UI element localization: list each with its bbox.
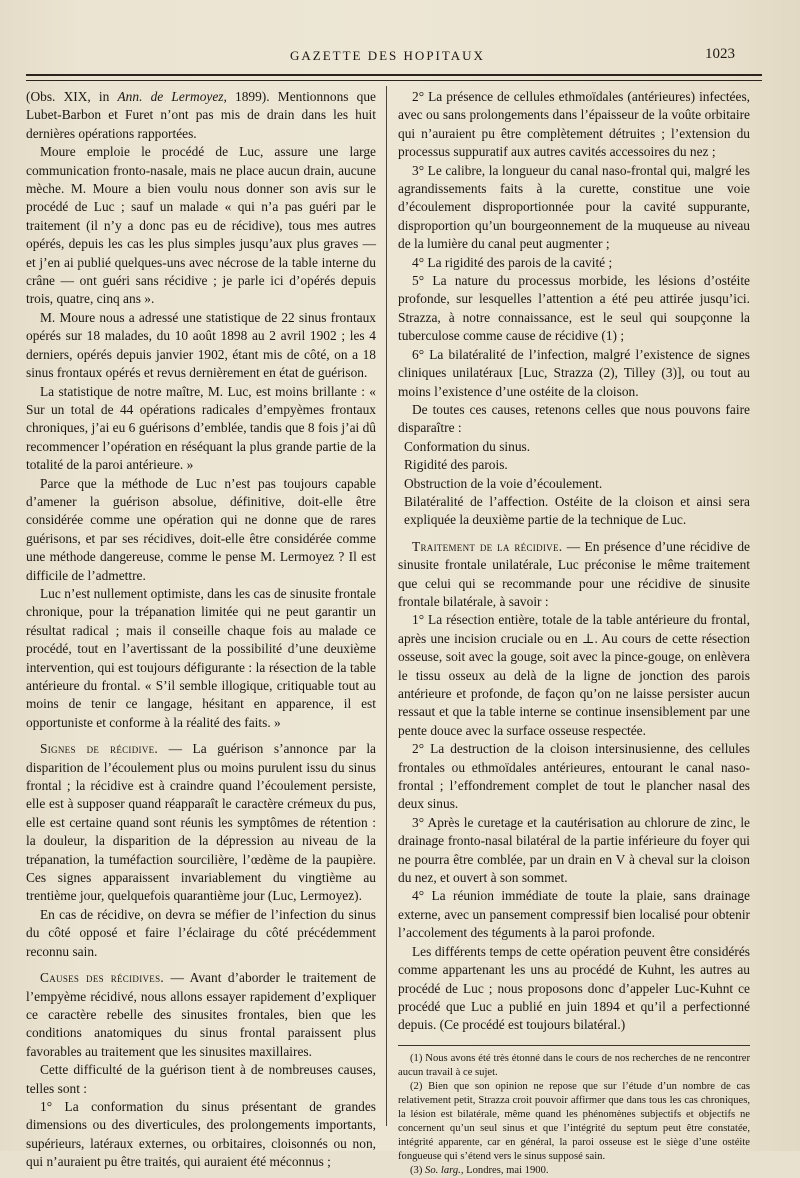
- paragraph: De toutes ces causes, retenons celles que nous pouvons faire disparaître :: [398, 401, 750, 436]
- paragraph: Cette difficulté de la guérison tient à de nombreuses causes, telles sont :: [26, 1062, 376, 1096]
- section-heading: Signes de récidive.: [40, 741, 159, 757]
- right-column: [398, 88, 750, 1178]
- section-causes-des-recidives: Causes des récidives. — Avant d’aborder le traitement de l’empyème récidivé, nous allons essayer rapidement d’expliquer ce caractère rebelle des sinusites frontales, bien que les conditions anatomiques du sinus frontal paraissent plus favorables au traitement que les sinusites maxillaires.: [26, 970, 376, 1059]
- header-rule-thin: [26, 80, 762, 81]
- paragraph: Parce que la méthode de Luc n’est pas toujours capable d’amener la guérison absolue, définitive, doit-elle être considérée comme une opération qui ne donne que de rares guérisons, et par ses récidives, doit-elle être considérée comme une méthode dangereuse, comme le pense M. Lermoyez ? Il est difficile de l’admettre.: [26, 475, 376, 583]
- list-item: 1° La résection entière, totale de la table antérieure du frontal, après une incision cruciale ou en ⊥. Au cours de cette résection osseuse, soit avec la gouge, soit avec la pince-gouge, on enlèvera le tissu osseux au delà de la ligne de jonction des parois antérieure et profonde, de façon qu’on ne laisse persister aucun ressaut et que la table interne se continue insensiblement par une pente douce avec la surface osseuse respectée.: [398, 612, 750, 738]
- footnote-rule: [398, 1045, 750, 1046]
- footnote-2: (2) Bien que son opinion ne repose que sur l’étude d’un nombre de cas relativement petit, Strazza croit pouvoir affirmer que dans tous les cas chroniques, la lésion est bilatérale, même quand les phénomènes subjectifs et objectifs ne concernent qu’un seul sinus et que l’intégrité du septum peut être constatée, intégrité apparente, car en général, la paroi osseuse est le siège d’une ostéite fongueuse qui s’étend vers le sinus supposé sain.: [398, 1080, 750, 1162]
- list-item: Obstruction de la voie d’écoulement.: [404, 475, 603, 491]
- column-divider: [386, 86, 387, 1126]
- journal-citation: Ann. de Lermoyez,: [117, 89, 227, 104]
- list-item: 3° Le calibre, la longueur du canal naso-frontal qui, malgré les agrandissements faits à la curette, constitue une voie d’écoulement disproportionnée pour la cavité suppurante, disproportion qu’un bourgeonnement de la muqueuse au niveau de la lumière du canal peut augmenter ;: [398, 162, 750, 252]
- paragraph: La statistique de notre maître, M. Luc, est moins brillante : « Sur un total de 44 opérations radicales d’empyèmes frontaux chroniques, j’ai eu 6 guérisons d’emblée, tandis que 8 fois j’ai dû recommencer l’opération en réséquant la plus grande partie de la totalité de la paroi antérieure. »: [26, 383, 376, 473]
- paragraph: (Obs. XIX, in Ann. de Lermoyez, 1899). Mentionnons que Lubet-Barbon et Furet n’ont pas mis de drain dans les huit dernières opérations rapportées.: [26, 89, 376, 141]
- list-item: 3° Après le curetage et la cautérisation au chlorure de zinc, le drainage fronto-nasal bilatéral de la partie inférieure du foyer qui ne pourra être comblée, par un drain en V à cheval sur la cloison du nez, et ouvert à son sommet.: [398, 814, 750, 886]
- list-item: 2° La destruction de la cloison intersinusienne, des cellules frontales ou ethmoïdales antérieures, entourant le canal naso-frontal ; l’effondrement complet de tout le plancher nasal des deux sinus.: [398, 741, 750, 812]
- paragraph: Les différents temps de cette opération peuvent être considérés comme appartenant les uns au procédé de Kuhnt, les autres au procédé de Luc ; nous proposons donc d’appeler Luc-Kuhnt ce procédé que Luc a publié en juin 1894 et qu’il a perfectionné depuis. (Ce procédé est toujours bilatéral.): [398, 943, 750, 1033]
- section-heading: Traitement de la récidive.: [412, 538, 563, 554]
- paragraph: Luc n’est nullement optimiste, dans les cas de sinusite frontale chronique, pour la trépanation limitée qui ne peut garantir un résultat radical ; mais il conseille chaque fois au malade ce procédé, tout en l’avertissant de la possibilité d’une deuxième intervention, qui est toujours défigurante : la résection de la table antérieure du frontal. « S’il semble illogique, critiquable tout au moins de tenir ce langage, hésitant en apparence, il est opportuniste et conforme à la réalité des faits. »: [26, 585, 376, 730]
- list-item: Rigidité des parois.: [404, 457, 508, 473]
- list-item: 4° La réunion immédiate de toute la plaie, sans drainage externe, avec un pansement compressif bien localisé pour obtenir l’accolement des téguments à la paroi profonde.: [398, 888, 750, 941]
- footnote-3: (3) So. larg., Londres, mai 1900.: [410, 1164, 549, 1176]
- left-column: [26, 88, 376, 1172]
- section-traitement-de-la-recidive: Traitement de la récidive. — En présence d’une récidive de sinusite frontale unilatérale, Luc préconise le même traitement que celui qui se recommande pour une récidive de sinusite frontale bilatérale, à savoir :: [398, 538, 750, 609]
- journal-citation: So. larg.,: [425, 1164, 464, 1176]
- section-signes-de-recidive: Signes de récidive. — La guérison s’annonce par la disparition de l’écoulement plus ou moins purulent issu du sinus frontal ; la récidive est à craindre quand l’écoulement persiste, elle est à supposer quand réapparaît le caractère crémeux du pus, elle est certaine quand sont réunis les symptômes de rétention : la douleur, la disparition de la dépression au niveau de la trépanation, la tuméfaction sourcilière, l’œdème de la paupière. Ces signes apparaissent invariablement du vingtième au trentième jour, quelquefois quarantième jour (Luc, Lermoyez).: [26, 741, 376, 904]
- list-item: 4° La rigidité des parois de la cavité ;: [412, 254, 613, 270]
- running-header: [0, 48, 800, 70]
- list-item: 6° La bilatéralité de l’infection, malgré l’existence de signes cliniques unilatéraux [Luc, Strazza (2), Tilley (3)], ou tout au moins l’existence d’une ostéite de la cloison.: [398, 346, 750, 399]
- page-number: 1023: [705, 46, 735, 62]
- list-item: Conformation du sinus.: [404, 438, 531, 454]
- list-item: 5° La nature du processus morbide, les lésions d’ostéite profonde, sur lesquelles l’attention a été peu attirée jusqu’ici. Strazza, à notre connaissance, est le seul qui soupçonne la tuberculose comme cause de récidive (1) ;: [398, 273, 750, 344]
- footnote-1: (1) Nous avons été très étonné dans le cours de nos recherches de ne rencontrer aucun travail à ce sujet.: [398, 1052, 750, 1078]
- list-item: 1° La conformation du sinus présentant de grandes dimensions ou des diverticules, des prolongements importants, supérieurs, latéraux externes, ou orbitaires, cloisonnés ou non, qui n’auraient pu être traités, qui auraient été méconnus ;: [26, 1098, 376, 1170]
- paragraph: Moure emploie le procédé de Luc, assure une large communication fronto-nasale, mais ne place aucun drain, aucune mèche. M. Moure a bien voulu nous donner son avis sur le procédé de Luc ; sauf un malade « qui n’a pas guéri par le traitement (il n’y a donc pas eu de récidive), tous mes autres opérés, depuis les cas les plus simples jusqu’aux plus graves — et j’en ai publié quelques-uns avec nécrose de la table interne du crâne — ont guéri sans récidive ; je parle ici d’opérés depuis trois, quatre, cinq ans ».: [26, 144, 376, 307]
- list-item: 2° La présence de cellules ethmoïdales (antérieures) infectées, avec ou sans prolongements dans l’épaisseur de la voûte orbitaire qui n’auraient pu être complètement détruites ; l’extension du processus suppuratif aux autres cavités accessoires du nez ;: [398, 89, 750, 160]
- list-item: Bilatéralité de l’affection. Ostéite de la cloison et ainsi sera expliquée la deuxième partie de la technique de Luc.: [404, 493, 750, 528]
- header-rule-thick: [26, 74, 762, 76]
- paragraph: M. Moure nous a adressé une statistique de 22 sinus frontaux opérés sur 18 malades, du 10 août 1898 au 2 avril 1902 ; les 4 derniers, opérés depuis janvier 1902, étant mis de côté, on a 18 sinus frontaux opérés et revus dernièrement en état de guérison.: [26, 309, 376, 381]
- section-heading: Causes des récidives.: [40, 970, 165, 986]
- paragraph: En cas de récidive, on devra se méfier de l’infection du sinus du côté opposé et faire l’éclairage du côté précédemment reconnu sain.: [26, 906, 376, 959]
- journal-title: GAZETTE DES HOPITAUX: [290, 48, 485, 63]
